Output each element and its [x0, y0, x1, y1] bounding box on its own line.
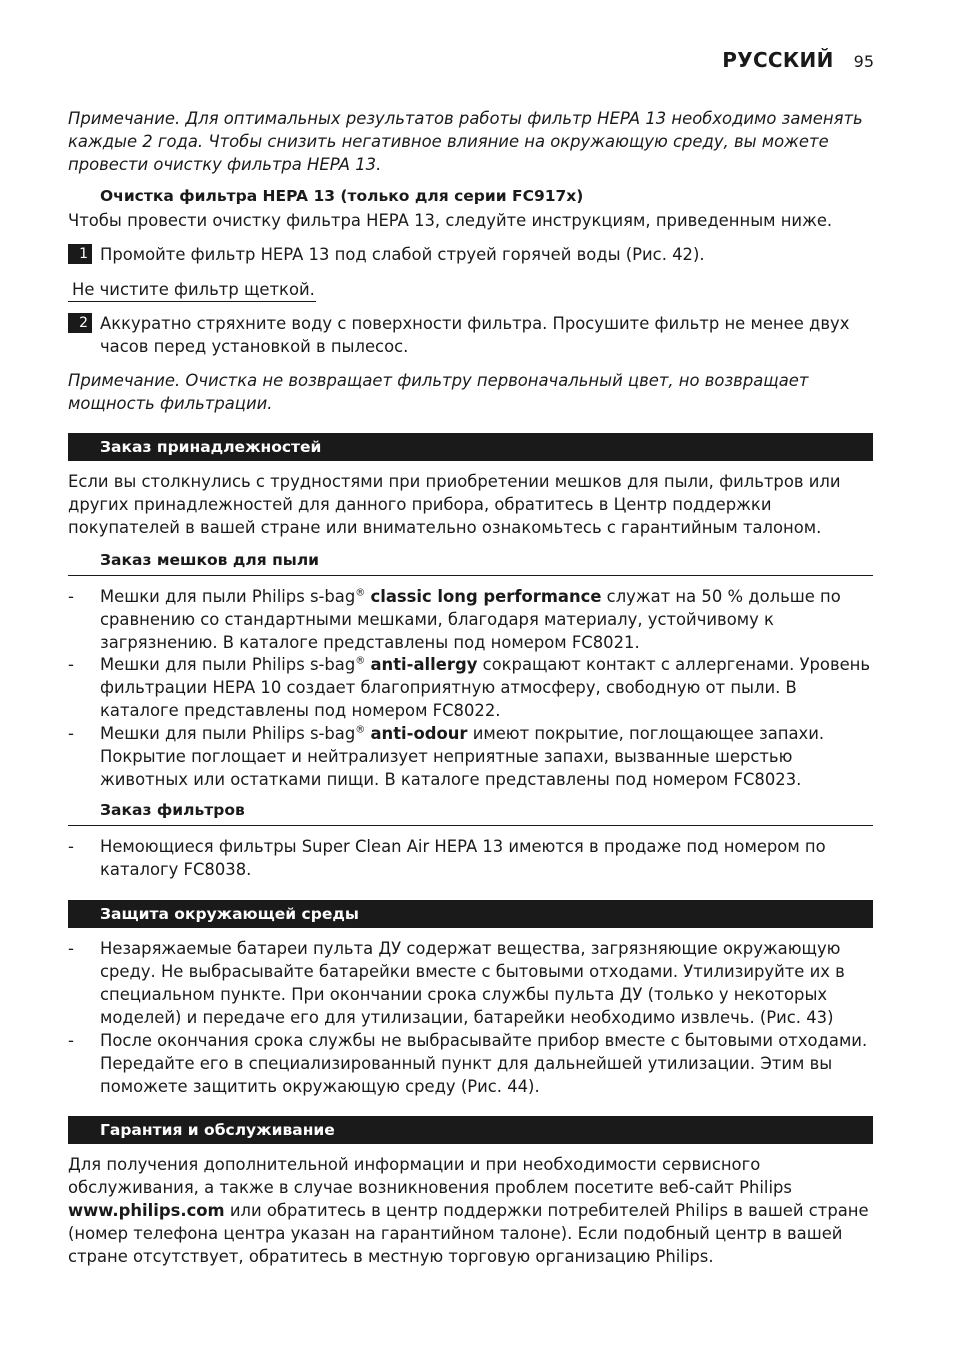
step-text: Промойте фильтр HEPA 13 под слабой струей горячей воды (Рис. 42). — [100, 245, 705, 264]
subsection-rule — [68, 575, 873, 576]
step-2 — [68, 312, 878, 358]
philips-website-link[interactable]: www.philips.com — [68, 1201, 225, 1220]
bullet-dash: - — [68, 655, 74, 674]
item-text: Мешки для пыли Philips s-bag — [100, 587, 356, 606]
step-text: Аккуратно стряхните воду с поверхности фильтра. Просушите фильтр не менее двух часов перед установкой в пылесос. — [100, 314, 850, 356]
guarantee-text-start: Для получения дополнительной информации и при необходимости сервисного обслуживания, а также в случае возникновения проблем посетите веб-сайт Philips — [68, 1155, 792, 1197]
registered-mark: ® — [355, 724, 366, 736]
bullet-dash: - — [68, 1031, 74, 1050]
list-item — [68, 653, 878, 722]
item-text: Мешки для пыли Philips s-bag — [100, 724, 356, 743]
accessories-text: Если вы столкнулись с трудностями при приобретении мешков для пыли, фильтров или других принадлежностей для данного прибора, обратитесь в Центр поддержки покупателей в вашей стране или внимательно ознакомьтесь с гарантийным талоном. — [68, 472, 841, 537]
item-product-name: classic long performance — [370, 587, 602, 606]
filters-title: Заказ фильтров — [100, 801, 245, 819]
section-bar-accessories: Заказ принадлежностей — [68, 433, 873, 461]
list-item — [68, 835, 878, 881]
warning-no-brush: Не чистите фильтр щеткой. — [68, 278, 316, 302]
note-hepa-replace: Примечание. Для оптимальных результатов работы фильтр HEPA 13 необходимо заменять каждые 2 года. Чтобы снизить негативное влияние на окружающую среду, вы можете провести очистку фильтра HEPA 13. — [68, 109, 863, 174]
dust-bags-title: Заказ мешков для пыли — [100, 551, 320, 569]
note-cleaning-color: Примечание. Очистка не возвращает фильтру первоначальный цвет, но возвращает мощность фильтрации. — [68, 371, 809, 413]
page-number: 95 — [853, 52, 874, 71]
step-number: 2 — [68, 313, 92, 333]
page-header — [722, 48, 874, 72]
section-bar-environment: Защита окружающей среды — [68, 900, 873, 928]
list-item — [68, 1029, 878, 1098]
item-text: Немоющиеся фильтры Super Clean Air HEPA 13 имеются в продаже под номером по каталогу FC8038. — [100, 837, 826, 879]
bullet-dash: - — [68, 587, 74, 606]
list-item — [68, 722, 878, 791]
hepa-cleaning-intro: Чтобы провести очистку фильтра HEPA 13, следуйте инструкциям, приведенным ниже. — [68, 211, 833, 230]
item-product-name: anti-odour — [370, 724, 468, 743]
language-label: РУССКИЙ — [722, 48, 834, 72]
bullet-dash: - — [68, 939, 74, 958]
step-number: 1 — [68, 244, 92, 264]
item-text: имеют покрытие, поглощающее запахи. Покрытие поглощает и нейтрализует неприятные запахи, вызванные шерстью животных или остатками пищи. В каталоге представлены под номером FC8023. — [100, 724, 825, 789]
subsection-rule — [68, 825, 873, 826]
registered-mark: ® — [355, 587, 366, 599]
step-1 — [68, 243, 878, 266]
guarantee-text-end: или обратитесь в центр поддержки потребителей Philips в вашей стране (номер телефона центра указан на гарантийном талоне). Если подобный центр в вашей стране отсутствует, обратитесь в местную торговую организацию Philips. — [68, 1201, 869, 1266]
list-item — [68, 585, 878, 654]
item-text: После окончания срока службы не выбрасывайте прибор вместе с бытовыми отходами. Передайте его в специализированный пункт для дальнейшей утилизации. Этим вы поможете защитить окружающую среду (Рис. 44). — [100, 1031, 868, 1096]
item-text: служат на 50 % дольше по сравнению со стандартными мешками, благодаря материалу, устойчивому к загрязнению. В каталоге представлены под номером FC8021. — [100, 587, 841, 652]
guarantee-text — [68, 1153, 878, 1268]
item-product-name: anti-allergy — [370, 655, 478, 674]
registered-mark: ® — [355, 655, 366, 667]
item-text: сокращают контакт с аллергенами. Уровень фильтрации HEPA 10 создает благоприятную атмосферу, свободную от пыли. В каталоге представлены под номером FC8022. — [100, 655, 871, 720]
bullet-dash: - — [68, 837, 74, 856]
item-text: Незаряжаемые батареи пульта ДУ содержат вещества, загрязняющие окружающую среду. Не выбрасывайте батарейки вместе с бытовыми отходами. Утилизируйте их в специальном пункте. При окончании срока службы пульта ДУ (только у некоторых моделей) и передаче его для утилизации, батарейки необходимо извлечь. (Рис. 43) — [100, 939, 845, 1027]
section-bar-guarantee: Гарантия и обслуживание — [68, 1116, 873, 1144]
bullet-dash: - — [68, 724, 74, 743]
hepa-cleaning-title: Очистка фильтра HEPA 13 (только для серии FC917x) — [100, 187, 584, 205]
item-text: Мешки для пыли Philips s-bag — [100, 655, 356, 674]
list-item — [68, 937, 878, 1029]
